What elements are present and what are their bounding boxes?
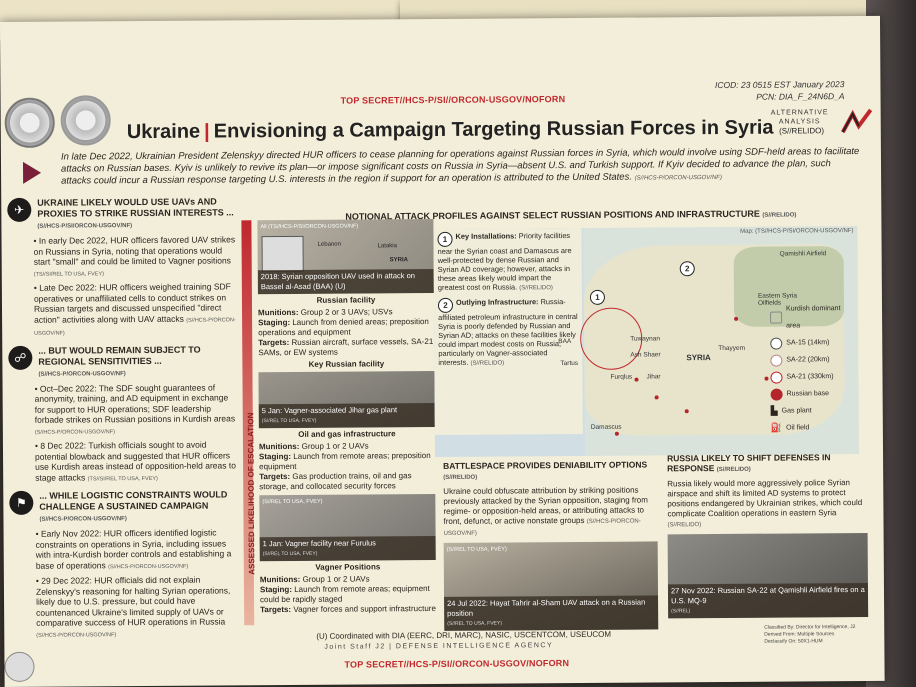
legend-item	[771, 402, 855, 420]
oil-field-icon: ⛽	[770, 422, 783, 433]
field-value: Gas production trains, oil and gas storage, and collocated security forces	[259, 471, 412, 492]
intro-arrow-icon	[23, 162, 41, 184]
syria-map	[433, 226, 859, 457]
section-classification: (S//RELIDO)	[667, 522, 702, 529]
legend-label: Russian base	[786, 390, 830, 398]
place-label: BAA	[558, 338, 572, 346]
icod-text: ICOD: 23 0515 EST January 2023	[714, 79, 845, 91]
pcn-text: PCN: DIA_F_24N6D_A	[756, 91, 845, 102]
classification-block	[764, 624, 855, 646]
key-classification: (S//RELIDO)	[519, 285, 553, 292]
bullet-classification: (TS//SI/REL TO USA, FVEY)	[33, 270, 104, 278]
photo-caption	[668, 583, 868, 618]
intro-classification: (S//HCS-P/ORCON-USGOV/NF)	[634, 174, 722, 182]
kurdish-swatch	[770, 312, 782, 324]
classified-by: Classified By: Director for Intelligence, J2	[764, 624, 856, 631]
section-text: Russia likely would more aggressively police Syrian airspace and shift its limited AD systems to protect positions endangered by Ukrainian strikes, which could complicate Coalition operations in eastern Syria	[667, 478, 863, 519]
section-classification: (S//HCS-P/ORCON-USGOV/NF)	[443, 518, 641, 537]
derived-from: Derived From: Multiple Sources	[764, 631, 835, 638]
section-title: ... WHILE LOGISTIC CONSTRAINTS WOULD CHALLENGE A SUSTAINED CAMPAIGN	[39, 489, 228, 512]
map-legend	[770, 300, 855, 437]
legend-item	[770, 351, 854, 369]
russian-base-dot	[615, 432, 619, 436]
bullet-text: Late Dec 2022: HUR officers weighed training SDF operatives or unaffiliated cells to conduct strikes on Russian targets and discussed unspecified "direct action" activities along with UAV attacks	[33, 281, 231, 325]
key-text: Russia-affiliated petroleum infrastructure in central Syria is poorly defended by Russian and Syrian AD; attacks on these facilities likely could impart modest costs on Russia, particularly on Vagner-associated interests.	[438, 297, 578, 367]
title-classification: (S//RELIDO)	[779, 126, 825, 136]
place-label: Ash Shaer	[630, 351, 661, 359]
section-title: BATTLESPACE PROVIDES DENIABILITY OPTIONS	[443, 459, 648, 471]
bullet: • Oct–Dec 2022: The SDF sought guarantees of anonymity, training, and AD equipment in exchange for support to HUR operations; SDF leadership forbade strikes on Russian positions in Kurdish areas (S//HCS-P/ORCON-USGOV/NF)	[34, 382, 236, 436]
field-label: Targets:	[260, 604, 292, 615]
number-marker: 2	[438, 298, 453, 313]
section-classification: (S//HCS-P/SI/ORCON-USGOV/NF)	[37, 223, 133, 230]
outlying-infrastructure	[438, 297, 578, 369]
legend-label: SA-21 (330km)	[786, 373, 834, 381]
map-heading-text: NOTIONAL ATTACK PROFILES AGAINST SELECT RUSSIAN POSITIONS AND INFRASTRUCTURE	[345, 208, 760, 222]
field-label: Targets:	[259, 471, 291, 482]
key-text: Priority facilities near the Syrian coast and Damascus are well-protected by dense Russian and Syrian AD coverage; however, attacks in these areas likely would impart the greatest cost on Russia.	[437, 231, 572, 292]
key-title: Key Installations:	[455, 231, 517, 241]
caption-text: 5 Jan: Vagner-associated Jihar gas plant	[261, 405, 398, 416]
map-heading-classification: (S//RELIDO)	[762, 212, 797, 219]
profile-details	[258, 307, 434, 358]
bullet-classification: (TS//SI/REL TO USA, FVEY)	[87, 475, 158, 482]
bullet-classification: (S//HCS-P/ORCON-USGOV/NF)	[36, 631, 117, 639]
field-value: Launch from remote areas; preposition equipment	[259, 451, 431, 472]
russian-base-dot	[634, 378, 638, 382]
profile-details	[259, 441, 435, 492]
photo-caption	[259, 403, 435, 428]
bullet: • 8 Dec 2022: Turkish officials sought to avoid potential blowback and suggested that HUR officers use Kurdish areas instead of opposition-held areas to stage attacks (TS//SI/REL TO USA, FVEY)	[34, 439, 236, 483]
bullet: • Late Dec 2022: HUR officers weighed training SDF operatives or unaffiliated cells to conduct strikes on Russian targets and discussed unspecified "direct action" activities along with UAV attacks (S//HCS-P/ORCON-USGOV/NF)	[33, 281, 236, 337]
bullet: • In early Dec 2022, HUR officers favored UAV strikes on Russians in Syria, noting that operations would start "small" and could be limited to Vagner positions (TS//SI/REL TO USA, FVEY)	[33, 234, 236, 278]
footer-seal-icon	[4, 652, 34, 682]
task-force-seal-icon	[61, 95, 111, 145]
document-codes	[715, 78, 845, 103]
section-regional-sensitivities	[8, 344, 238, 381]
coordination-note: (U) Coordinated with DIA (EERC, DRI, MARC), NASIC, USCENTCOM, USEUCOM	[316, 629, 612, 641]
legend-label: Kurdish dominant area	[785, 305, 841, 330]
sa22-swatch	[770, 354, 782, 366]
field-label: Staging:	[259, 584, 293, 595]
legend-label: SA-22 (20km)	[786, 356, 830, 364]
uav-icon: ✈	[7, 198, 31, 222]
dia-seal-icon	[5, 98, 55, 148]
profile-heading: Key Russian facility	[308, 359, 385, 369]
bullet-text: 8 Dec 2022: Turkish officials sought to avoid potential blowback and suggested that HUR officers use Kurdish areas instead of opposition-held areas to stage attacks	[34, 439, 236, 483]
section-classification: (S//HCS-P/ORCON-USGOV/NF)	[38, 370, 126, 378]
photo-tag: (S//REL TO USA, FVEY)	[446, 546, 507, 553]
declassify-on: Declassify On: 50X1-HUM	[764, 638, 823, 645]
section-title: UKRAINE LIKELY WOULD USE UAVs AND PROXIES TO STRIKE RUSSIAN INTERESTS ...	[37, 196, 234, 219]
russian-base-dot	[655, 395, 659, 399]
bullet-text: Early Nov 2022: HUR officers identified logistic constraints on operations in Syria, including issues with intra-Kurdish border controls and establishing a base of operations	[35, 527, 232, 571]
field-label: Munitions:	[258, 441, 300, 452]
field-value: Russian aircraft, surface vessels, SA-21 SAMs, or EW systems	[258, 336, 434, 358]
handshake-icon: ☍	[8, 345, 32, 369]
section-classification: (S//HCS-P/ORCON-USGOV/NF)	[39, 516, 127, 523]
russian-base-dot	[685, 409, 689, 413]
deniability-section	[443, 459, 658, 630]
bullet-text: 29 Dec 2022: HUR officials did not explain Zelenskyy's reasoning for halting Syrian operations, likely due to U.S. pressure, but could have countenanced Ukraine's limited supply of UAVs or comparative success of HUR operations in Russia	[35, 574, 231, 628]
legend-label: Gas plant	[781, 407, 812, 415]
section-classification: (S//RELIDO)	[443, 474, 478, 481]
title-main: Envisioning a Campaign Targeting Russian Forces in Syria	[213, 116, 774, 143]
legend-item	[770, 334, 854, 352]
russian-defense-section	[667, 452, 868, 618]
caption-text: 1 Jan: Vagner facility near Furulus	[262, 538, 376, 549]
jihar-photo	[258, 371, 434, 428]
map-heading	[345, 208, 796, 221]
bullet-classification: (S//HCS-P/ORCON-USGOV/NF)	[108, 563, 189, 570]
profile-details	[260, 574, 436, 615]
baa-photo	[257, 219, 434, 294]
number-marker: 1	[437, 232, 452, 247]
legend-label: SA-15 (14km)	[786, 339, 830, 347]
field-label: Targets:	[258, 337, 290, 348]
section-title: ... BUT WOULD REMAIN SUBJECT TO REGIONAL SENSITIVITIES ...	[38, 344, 201, 367]
furulus-photo	[259, 494, 435, 561]
brand-line2: ANALYSIS	[778, 118, 821, 126]
map-label: Lebanon	[317, 241, 341, 248]
inset-map	[262, 236, 304, 272]
brand-line1: ALTERNATIVE	[770, 109, 829, 117]
map-key-panel	[433, 228, 582, 435]
bullet: • Early Nov 2022: HUR officers identified logistic constraints on operations in Syria, including issues with intra-Kurdish border controls and establishing a base of operations (S//HCS-P/ORCON-USGOV/NF)	[35, 527, 232, 571]
bullet-classification: (S//HCS-P/ORCON-USGOV/NF)	[34, 428, 115, 436]
russian-base-dot	[734, 317, 738, 321]
place-label: Tuwaynan	[630, 335, 661, 343]
field-value: Vagner forces and support infrastructure	[293, 603, 436, 614]
caption-text: 27 Nov 2022: Russian SA-22 at Qamishli Airfield fires on a U.S. MQ-9	[670, 584, 865, 606]
qamishli-photo	[668, 533, 869, 618]
caption-classification: (U)	[335, 281, 346, 291]
map-label: Latakia	[377, 243, 397, 250]
key-title: Outlying Infrastructure:	[455, 297, 539, 307]
field-label: Munitions:	[259, 574, 301, 585]
field-value: Group 2 or 3 UAVs; USVs	[300, 307, 393, 317]
photo-caption	[258, 269, 434, 294]
profile-heading: Russian facility	[316, 295, 376, 305]
profile-heading: Oil and gas infrastructure	[298, 429, 396, 439]
section-classification: (S//RELIDO)	[716, 466, 751, 474]
section-text: Ukraine could obfuscate attribution by striking positions previously attacked by the Syrian opposition, staging from regime- or opposition-held areas, or attributing attacks to front, defunct, or active nonstate groups	[443, 485, 648, 526]
classification-bottom: TOP SECRET//HCS-P/SI//ORCON-USGOV/NOFORN	[344, 658, 570, 670]
bullet: • 29 Dec 2022: HUR officials did not explain Zelenskyy's reasoning for halting Syrian operations, likely due to U.S. pressure, but could have countenanced Ukraine's limited supply of UAVs or comparative success of HUR operations in Russia (S//HCS-P/ORCON-USGOV/NF)	[35, 574, 231, 639]
section-title: RUSSIA LIKELY TO SHIFT DEFENSES IN RESPONSE	[667, 452, 831, 474]
legend-label: Oil field	[786, 424, 810, 432]
field-label: Staging:	[258, 317, 291, 328]
joint-staff-line: Joint Staff J2 | DEFENSE INTELLIGENCE AGENCY	[324, 642, 554, 651]
photo-caption	[444, 595, 658, 630]
map-marker-2: 2	[680, 261, 695, 276]
section-uav-proxies	[7, 196, 237, 233]
sa21-swatch	[770, 371, 782, 383]
legend-item	[770, 300, 854, 335]
escalation-label: ASSESSED LIKELIHOOD OF ESCALATION	[246, 412, 257, 575]
page-title: Ukraine | Envisioning a Campaign Targeting Russian Forces in Syria (S//RELIDO)	[126, 116, 825, 144]
hts-attack-photo	[444, 541, 659, 630]
gas-plant-icon: ▙	[770, 405, 778, 416]
map-label: SYRIA	[389, 257, 409, 264]
caption-text: 2018: Syrian opposition UAV used in attack on Bassel al-Asad (BAA)	[260, 271, 415, 292]
russian-base-swatch	[771, 388, 783, 400]
bullet-text: In early Dec 2022, HUR officers favored UAV strikes on Russians in Syria, noting that operations would start "small" and could be limited to Vagner positions	[33, 234, 236, 267]
profile-heading: Vagner Positions	[315, 562, 381, 572]
place-label: Thayyem	[718, 344, 746, 352]
place-label: Qamishli Airfield	[779, 250, 827, 258]
place-label: Tartus	[560, 359, 579, 368]
photo-tag: (S//REL TO USA, FVEY)	[262, 498, 323, 506]
photo-tag: All (TS//HCS-P/SI/ORCON-USGOV/NF)	[260, 223, 359, 231]
field-label: Staging:	[259, 451, 292, 462]
place-label: Eastern Syria Oilfields	[757, 292, 797, 307]
bullet-text: Oct–Dec 2022: The SDF sought guarantees of anonymity, training, and AD equipment in exchange for support to HUR operations; SDF leadership forbade strikes on Russian positions in Kurdish areas	[34, 382, 236, 425]
intro-text: In late Dec 2022, Ukrainian President Zelenskyy directed HUR officers to cease planning for operations against Russian forces in Syria, which would involve using SDF-held areas to facilitate attacks on Russian bases. Kyiv is unlikely to revive its plan—or impose significant costs on Russia in Syria—absent U.S. and Turkish support. If Kyiv decided to advance the plan, such attacks could incur a Russian response targeting U.S. interests in the region if support for an operation is attributed to the United States.	[60, 146, 860, 187]
caption-classification: (S//REL TO USA, FVEY)	[261, 417, 317, 425]
key-installations	[437, 231, 577, 294]
legend-item	[770, 368, 854, 386]
place-label: Jihar	[646, 373, 661, 381]
title-country: Ukraine	[126, 120, 201, 144]
place-label: Furqlus	[610, 373, 633, 381]
legend-item	[771, 419, 855, 437]
russian-base-dot	[764, 377, 768, 381]
map-marker-1: 1	[590, 290, 605, 305]
sa15-swatch	[770, 337, 782, 349]
briefing-sheet	[0, 16, 885, 687]
place-label: SYRIA	[686, 353, 711, 363]
logistics-icon: ⚑	[9, 491, 33, 515]
field-label: Munitions:	[258, 307, 299, 318]
field-value: Group 1 or 2 UAVs	[301, 441, 369, 451]
legend-item	[771, 385, 855, 403]
caption-classification: (S//REL TO USA, FVEY)	[262, 550, 318, 558]
caption-text: 24 Jul 2022: Hayat Tahrir al-Sham UAV attack on a Russian position	[447, 597, 646, 618]
place-label: Damascus	[590, 423, 622, 431]
photo-caption	[260, 536, 436, 561]
left-column	[7, 196, 240, 644]
caption-classification: (S//REL TO USA, FVEY)	[447, 620, 502, 627]
classification-top: TOP SECRET//HCS-P/SI//ORCON-USGOV/NOFORN	[340, 94, 566, 106]
field-value: Launch from denied areas; preposition operations and equipment	[258, 317, 429, 338]
map-classification: Map: (TS//HCS-P/SI/ORCON-USGOV/NF)	[740, 228, 854, 235]
field-value: Launch from remote areas; equipment could be rapidly staged	[260, 584, 430, 605]
alternative-analysis-mark-icon	[841, 106, 873, 136]
caption-classification: (S//REL)	[671, 608, 691, 615]
intro-paragraph	[61, 146, 861, 189]
alternative-analysis-logo	[755, 108, 845, 127]
bullet-classification: (S//HCS-P/ORCON-USGOV/NF)	[34, 316, 236, 337]
key-classification: (S//RELIDO)	[470, 360, 505, 367]
section-logistic-constraints	[9, 489, 239, 526]
attack-profiles-column	[257, 219, 436, 615]
field-value: Group 1 or 2 UAVs	[302, 574, 370, 584]
